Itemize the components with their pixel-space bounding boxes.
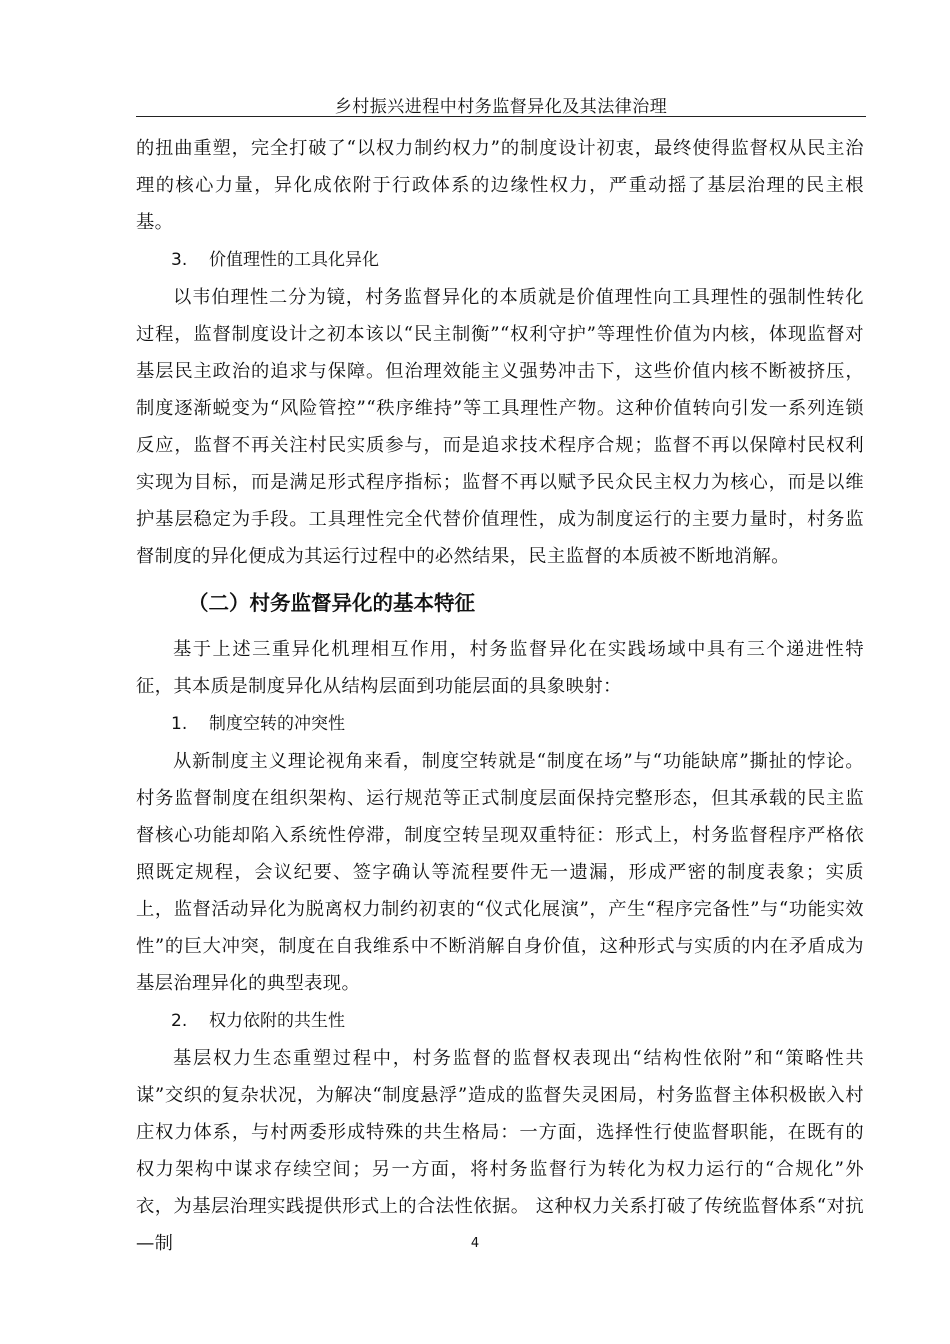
section-heading: （二）村务监督异化的基本特征	[188, 591, 475, 615]
subsection-heading	[136, 705, 864, 743]
running-header: 乡村振兴进程中村务监督异化及其法律治理	[334, 97, 668, 117]
header-rule	[136, 116, 866, 117]
subsection-title: 制度空转的冲突性	[209, 714, 345, 734]
subsection-heading	[136, 241, 864, 279]
paragraph: 以韦伯理性二分为镜，村务监督异化的本质就是价值理性向工具理性的强制性转化过程，监督制度设计之初本该以“民主制衡”“权利守护”等理性价值为内核，体现监督对基层民主政治的追求与保障。但治理效能主义强势冲击下，这些价值内核不断被挤压，制度逐渐蜕变为“风险管控”“秩序维持”等工具理性产物。这种价值转向引发一系列连锁反应，监督不再关注村民实质参与，而是追求技术程序合规；监督不再以保障村民权利实现为目标，而是满足形式程序指标；监督不再以赋予民众民主权力为核心，而是以维护基层稳定为手段。工具理性完全代替价值理性，成为制度运行的主要力量时，村务监督制度的异化便成为其运行过程中的必然结果，民主监督的本质被不断地消解。	[136, 287, 864, 567]
subsection-number: 1.	[171, 714, 188, 734]
subsection-title: 权力依附的共生性	[209, 1011, 345, 1031]
subsection-heading	[136, 1002, 864, 1040]
subsection-number: 3.	[171, 250, 188, 270]
paragraph: 基层权力生态重塑过程中，村务监督的监督权表现出“结构性依附”和“策略性共谋”交织的复杂状况，为解决“制度悬浮”造成的监督失灵困局，村务监督主体积极嵌入村庄权力体系，与村两委形成特殊的共生格局：一方面，选择性行使监督职能，在既有的权力架构中谋求存续空间；另一方面，将村务监督行为转化为权力运行的“合规化”外衣，为基层治理实践提供形式上的合法性依据。 这种权力关系打破了传统监督体系“对抗—制	[136, 1048, 864, 1254]
paragraph: 从新制度主义理论视角来看，制度空转就是“制度在场”与“功能缺席”撕扯的悖论。村务监督制度在组织架构、运行规范等正式制度层面保持完整形态，但其承载的民主监督核心功能却陷入系统性停滞，制度空转呈现双重特征：形式上，村务监督程序严格依照既定规程，会议纪要、签字确认等流程要件无一遗漏，形成严密的制度表象；实质上，监督活动异化为脱离权力制约初衷的“仪式化展演”，产生“程序完备性”与“功能实效性”的巨大冲突，制度在自我维系中不断消解自身价值，这种形式与实质的内在矛盾成为基层治理异化的典型表现。	[136, 751, 864, 994]
subsection-number: 2.	[171, 1011, 188, 1031]
page-number: 4	[470, 1236, 480, 1251]
subsection-title: 价值理性的工具化异化	[209, 250, 379, 270]
paragraph: 的扭曲重塑，完全打破了“以权力制约权力”的制度设计初衷，最终使得监督权从民主治理的核心力量，异化成依附于行政体系的边缘性权力，严重动摇了基层治理的民主根基。	[136, 138, 864, 233]
paragraph: 基于上述三重异化机理相互作用，村务监督异化在实践场域中具有三个递进性特征，其本质是制度异化从结构层面到功能层面的具象映射：	[136, 639, 864, 697]
page-body	[136, 130, 864, 1262]
